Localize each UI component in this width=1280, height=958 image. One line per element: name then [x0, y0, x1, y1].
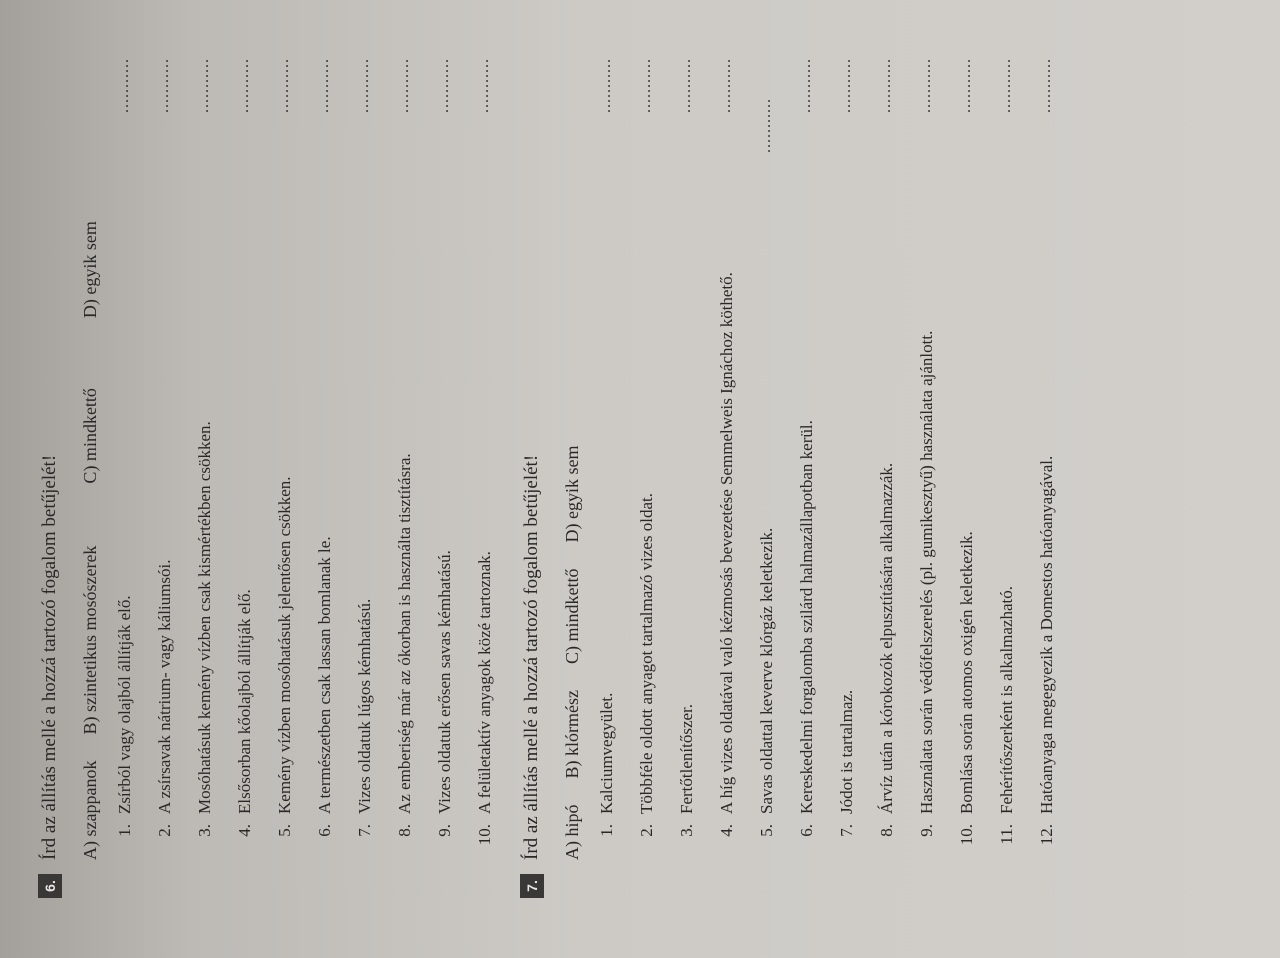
statement-item: [877, 58, 917, 858]
statement-item: [757, 98, 797, 858]
answer-blank[interactable]: ...........: [997, 58, 1014, 113]
statement-text: Fehérítőszerként is alkalmazható.: [997, 586, 1016, 814]
exercise-instruction: Írd az állítás mellé a hozzá tartozó fogalom betűjelét!: [521, 454, 542, 860]
statement-number: 10.: [475, 824, 494, 846]
statement-number: 12.: [1037, 824, 1056, 846]
option-d: D) egyik sem: [562, 445, 582, 543]
statement-text: Használata során védőfelszerelés (pl. gumikesztyű) használata ajánlott.: [917, 330, 936, 814]
answer-options: [80, 195, 101, 860]
statement-item: [155, 58, 195, 858]
answer-blank[interactable]: ...........: [1037, 58, 1054, 113]
exercise-6-header: [38, 195, 62, 898]
statement-number: 4.: [235, 824, 254, 837]
answer-blank[interactable]: ...........: [757, 98, 774, 153]
statement-number: 5.: [275, 824, 294, 837]
statement-item: [435, 58, 475, 858]
exercise-number-badge: 7.: [520, 874, 544, 898]
statement-text: Az emberiség már az ókorban is használta tisztításra.: [395, 453, 414, 814]
statement-text: Árvíz után a kórokozók elpusztítására alkalmazzák.: [877, 462, 896, 814]
statement-number: 3.: [195, 824, 214, 837]
statement-text: Hatóanyaga megegyezik a Domestos hatóanyagával.: [1037, 455, 1056, 814]
exercise-7: [520, 58, 1077, 898]
statement-text: Többféle oldott anyagot tartalmazó vizes oldat.: [637, 493, 656, 814]
option-c: C) mindkettő: [80, 388, 100, 484]
statement-number: 2.: [637, 824, 656, 837]
exercise-number-badge: 6.: [38, 874, 62, 898]
answer-blank[interactable]: ...........: [677, 58, 694, 113]
statement-list: [597, 58, 1077, 858]
statement-item: [637, 58, 677, 858]
statement-text: Vizes oldatuk erősen savas kémhatású.: [435, 550, 454, 814]
statement-item: [1037, 58, 1077, 858]
statement-number: 11.: [997, 824, 1016, 845]
statement-number: 7.: [837, 824, 856, 837]
statement-text: Kalciumvegyület.: [597, 692, 616, 814]
option-b: B) klórmész: [562, 690, 582, 779]
statement-item: [115, 58, 155, 858]
answer-blank[interactable]: ...........: [275, 58, 292, 113]
statement-text: A zsírsavak nátrium- vagy káliumsói.: [155, 559, 174, 814]
answer-blank[interactable]: ...........: [475, 58, 492, 113]
statement-item: [355, 58, 395, 858]
statement-item: [917, 58, 957, 858]
answer-options: [562, 272, 583, 860]
statement-item: [957, 58, 997, 858]
statement-item: [837, 58, 877, 858]
answer-blank[interactable]: ...........: [355, 58, 372, 113]
answer-blank[interactable]: ...........: [797, 58, 814, 113]
statement-text: Bomlása során atomos oxigén keletkezik.: [957, 531, 976, 814]
statement-number: 7.: [355, 824, 374, 837]
statement-item: [395, 58, 435, 858]
statement-item: [597, 58, 637, 858]
statement-item: [195, 58, 235, 858]
statement-text: Mosóhatásuk kemény vízben csak kismértékben csökken.: [195, 421, 214, 814]
answer-blank[interactable]: ...........: [115, 58, 132, 113]
statement-number: 8.: [395, 824, 414, 837]
statement-number: 2.: [155, 824, 174, 837]
answer-blank[interactable]: ...........: [155, 58, 172, 113]
statement-number: 6.: [315, 824, 334, 837]
answer-blank[interactable]: ...........: [435, 58, 452, 113]
statement-item: [677, 58, 717, 858]
answer-blank[interactable]: ...........: [957, 58, 974, 113]
statement-list: [115, 58, 515, 858]
answer-blank[interactable]: ...........: [877, 58, 894, 113]
answer-blank[interactable]: ...........: [717, 58, 734, 113]
statement-number: 9.: [435, 824, 454, 837]
statement-text: Fertőtlenítőszer.: [677, 703, 696, 814]
option-c: C) mindkettő: [562, 568, 582, 665]
statement-item: [275, 58, 315, 858]
statement-text: A híg vizes oldatával való kézmosás bevezetése Semmelweis Ignáchoz köthető.: [717, 272, 736, 814]
answer-blank[interactable]: ...........: [395, 58, 412, 113]
statement-text: Kereskedelmi forgalomba szilárd halmazállapotban kerül.: [797, 420, 816, 814]
statement-text: Kemény vízben mosóhatásuk jelentősen csökken.: [275, 476, 294, 814]
statement-number: 5.: [757, 824, 776, 837]
statement-number: 4.: [717, 824, 736, 837]
statement-text: A felületaktív anyagok közé tartoznak.: [475, 551, 494, 814]
statement-item: [997, 58, 1037, 858]
statement-text: Vizes oldatuk lúgos kémhatású.: [355, 598, 374, 814]
exercise-7-header: [520, 272, 544, 898]
statement-text: Jódot is tartalmaz.: [837, 689, 856, 814]
answer-blank[interactable]: ...........: [917, 58, 934, 113]
answer-blank[interactable]: ...........: [195, 58, 212, 113]
statement-item: [475, 58, 515, 858]
exercise-instruction: Írd az állítás mellé a hozzá tartozó fogalom betűjelét!: [39, 454, 60, 860]
answer-blank[interactable]: ...........: [837, 58, 854, 113]
option-b: B) szintetikus mosószerek: [80, 545, 100, 735]
option-a: A) szappanok: [80, 760, 100, 860]
answer-blank[interactable]: ...........: [637, 58, 654, 113]
statement-item: [315, 58, 355, 858]
statement-number: 1.: [597, 824, 616, 837]
statement-text: Savas oldattal keverve klórgáz keletkezik.: [757, 527, 776, 814]
statement-text: A természetben csak lassan bomlanak le.: [315, 536, 334, 814]
statement-text: Elsősorban kőolajból állítják elő.: [235, 589, 254, 814]
answer-blank[interactable]: ...........: [235, 58, 252, 113]
exercise-6: [38, 58, 515, 898]
statement-number: 9.: [917, 824, 936, 837]
statement-item: [717, 58, 757, 858]
statement-number: 8.: [877, 824, 896, 837]
statement-item: [797, 58, 837, 858]
statement-number: 10.: [957, 824, 976, 846]
statement-number: 6.: [797, 824, 816, 837]
option-d: D) egyik sem: [80, 221, 100, 319]
statement-item: [235, 58, 275, 858]
statement-text: Zsírból vagy olajból állítják elő.: [115, 595, 134, 814]
answer-blank[interactable]: ...........: [315, 58, 332, 113]
statement-number: 3.: [677, 824, 696, 837]
option-a: A) hipó: [562, 804, 582, 860]
statement-number: 1.: [115, 824, 134, 837]
answer-blank[interactable]: ...........: [597, 58, 614, 113]
